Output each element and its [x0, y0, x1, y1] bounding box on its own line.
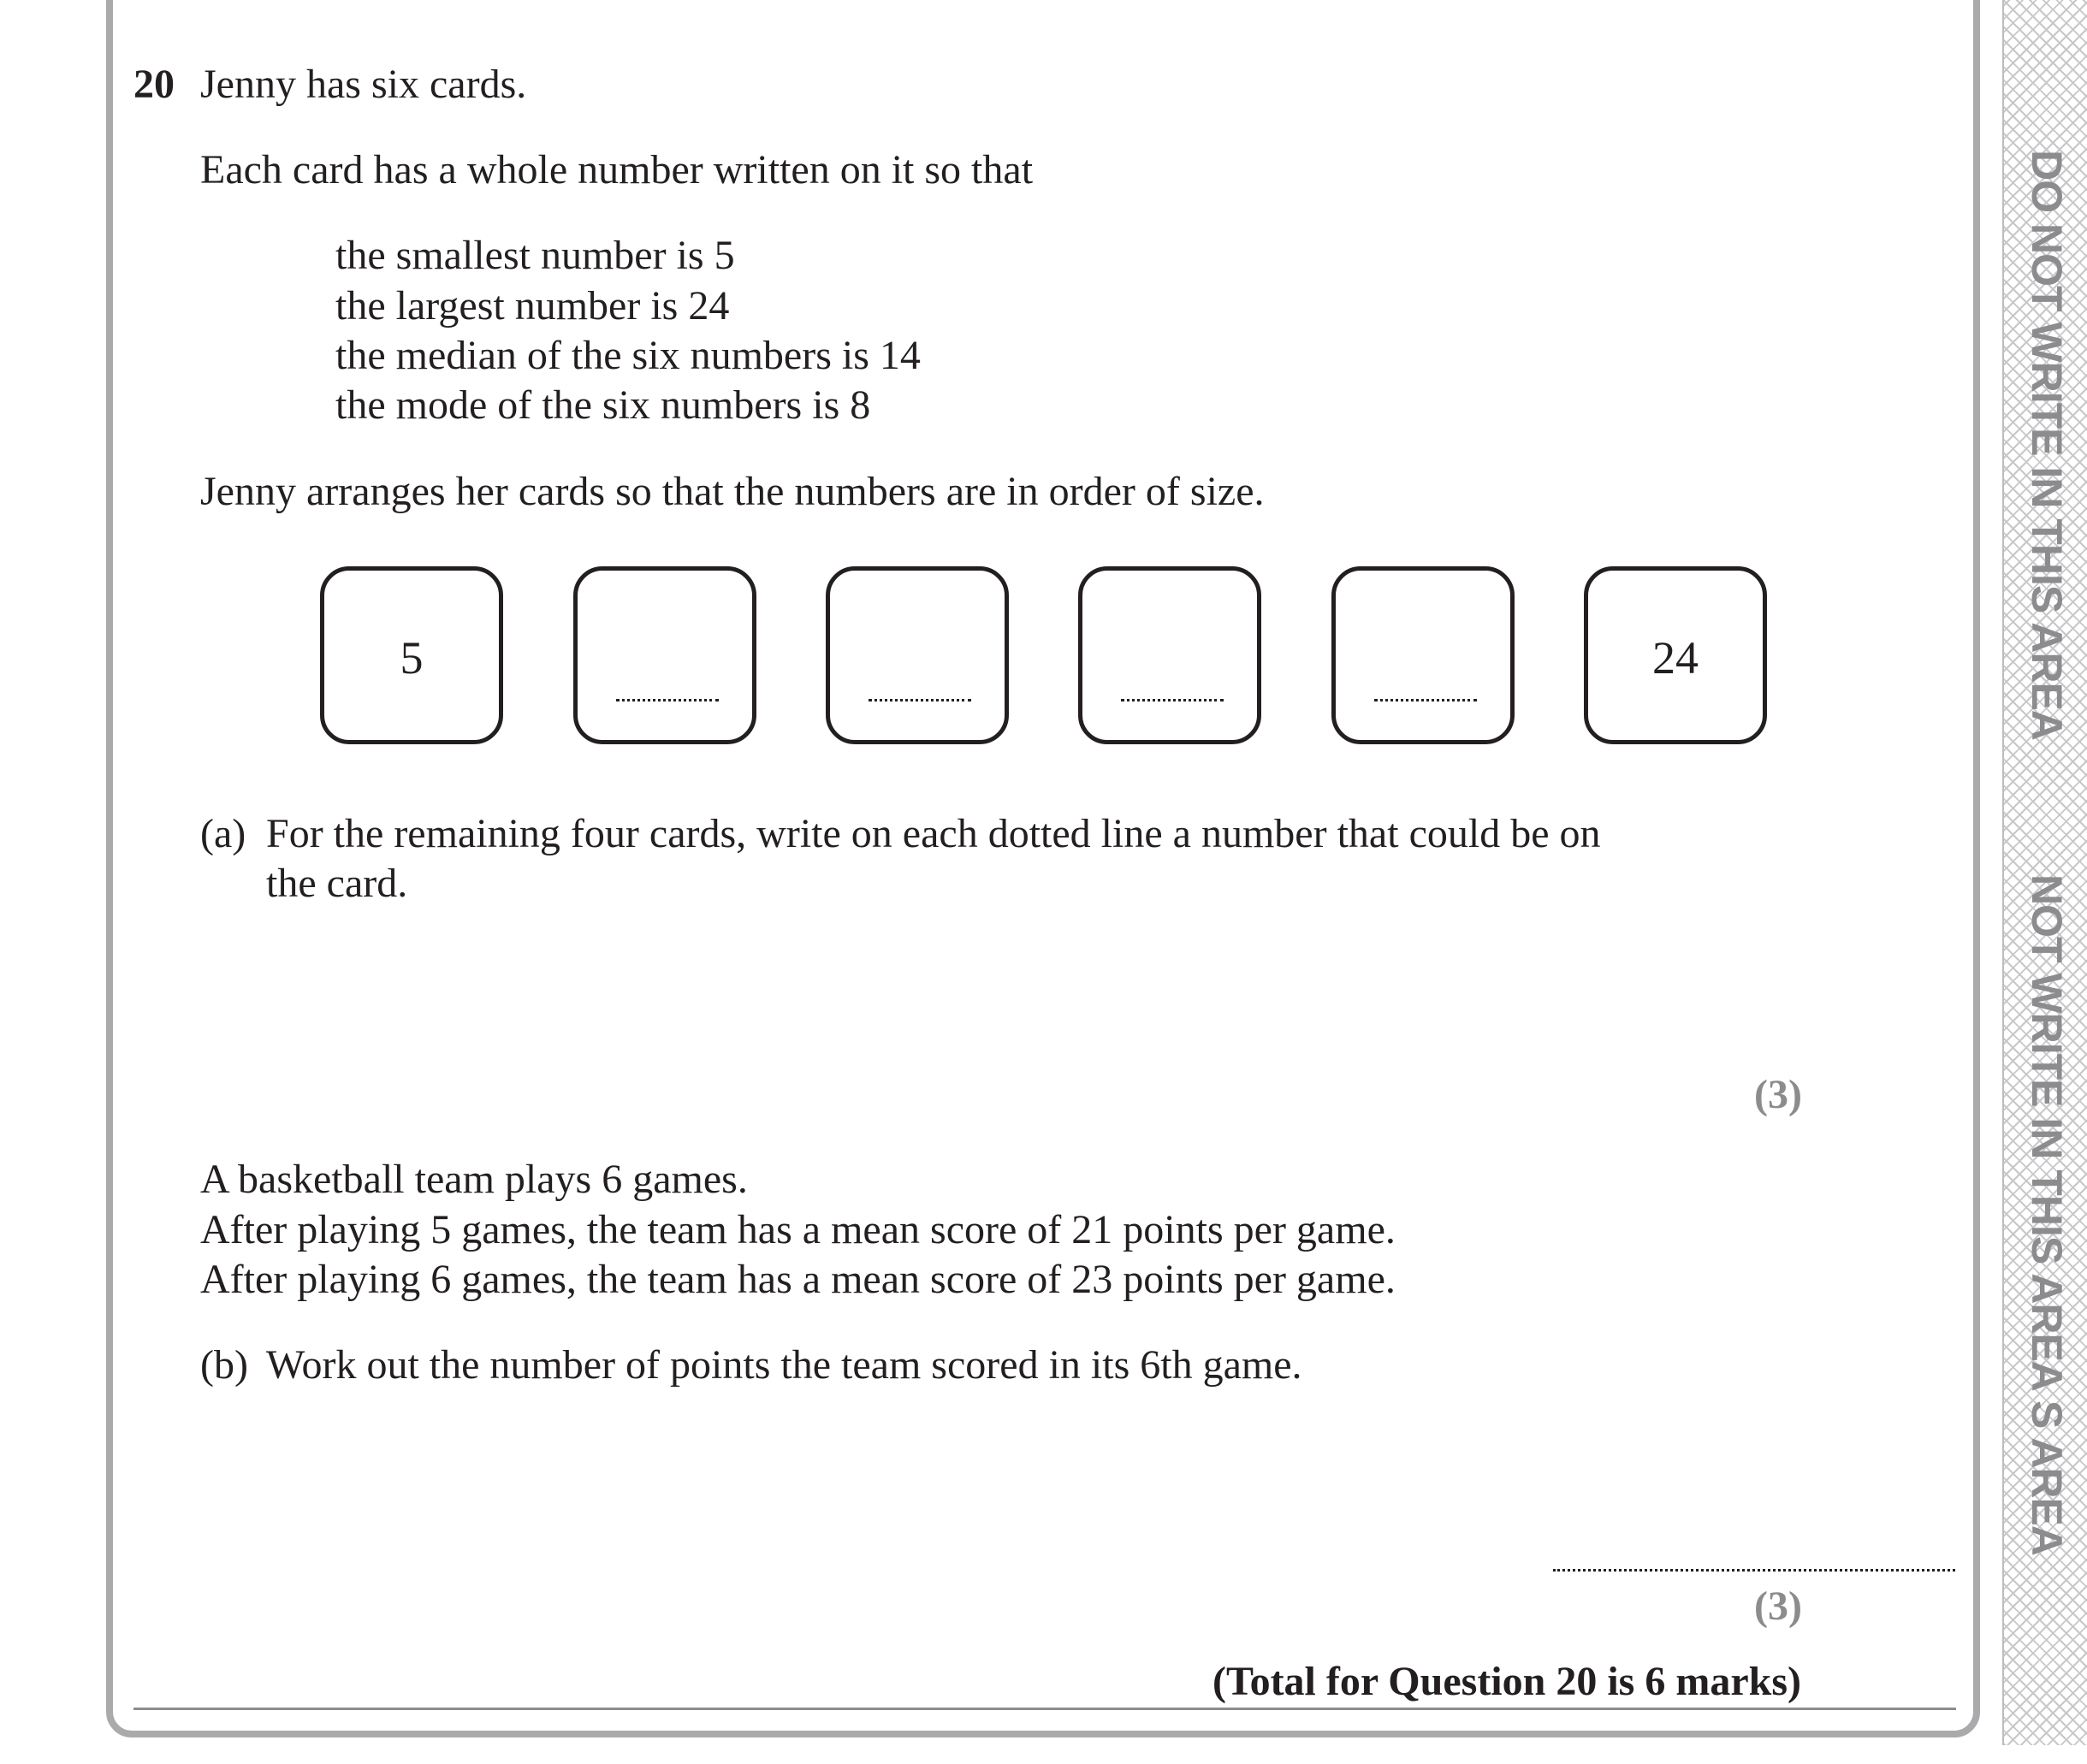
- condition-median: the median of the six numbers is 14: [335, 333, 921, 378]
- part-a-line-1: For the remaining four cards, write on each dotted line a number that could be on: [266, 811, 1601, 856]
- question-number: 20: [133, 62, 175, 107]
- part-a-marks: (3): [1754, 1072, 1802, 1117]
- card-6: [1584, 566, 1767, 744]
- part-b-text: Work out the number of points the team scored in its 6th game.: [266, 1342, 1302, 1388]
- margin-text-upper: DO NOT WRITE IN THIS AREA: [2022, 150, 2071, 740]
- part-a-line-2: the card.: [266, 861, 408, 906]
- part-b-answer-line[interactable]: [1553, 1569, 1955, 1572]
- condition-mode: the mode of the six numbers is 8: [335, 382, 871, 428]
- card-3: [826, 566, 1009, 744]
- card-5: [1331, 566, 1515, 744]
- basketball-line-2: After playing 5 games, the team has a mean score of 21 points per game.: [200, 1207, 1396, 1252]
- part-b-marks: (3): [1754, 1583, 1802, 1629]
- card-3-answer-line[interactable]: [869, 699, 971, 701]
- card-1-value: 5: [400, 632, 424, 684]
- card-1: [320, 566, 503, 744]
- card-2: [573, 566, 756, 744]
- card-5-answer-line[interactable]: [1374, 699, 1477, 701]
- condition-smallest: the smallest number is 5: [335, 233, 735, 278]
- condition-largest: the largest number is 24: [335, 283, 730, 329]
- basketball-line-3: After playing 6 games, the team has a mean score of 23 points per game.: [200, 1257, 1396, 1302]
- card-6-value: 24: [1652, 632, 1699, 684]
- card-4: [1078, 566, 1261, 744]
- basketball-line-1: A basketball team plays 6 games.: [200, 1157, 748, 1202]
- card-2-answer-line[interactable]: [616, 699, 719, 701]
- part-a-label: (a): [200, 811, 246, 856]
- arrange-text: Jenny arranges her cards so that the numbers are in order of size.: [200, 469, 1265, 514]
- do-not-write-margin: [2002, 0, 2087, 1745]
- bottom-rule: [133, 1708, 1956, 1710]
- question-total: (Total for Question 20 is 6 marks): [1212, 1659, 1801, 1704]
- card-4-answer-line[interactable]: [1121, 699, 1224, 701]
- condition-intro: Each card has a whole number written on it so that: [200, 147, 1034, 192]
- part-b-label: (b): [200, 1342, 248, 1388]
- question-intro: Jenny has six cards.: [200, 62, 527, 107]
- margin-text-lower: NOT WRITE IN THIS AREA S AREA: [2022, 874, 2071, 1555]
